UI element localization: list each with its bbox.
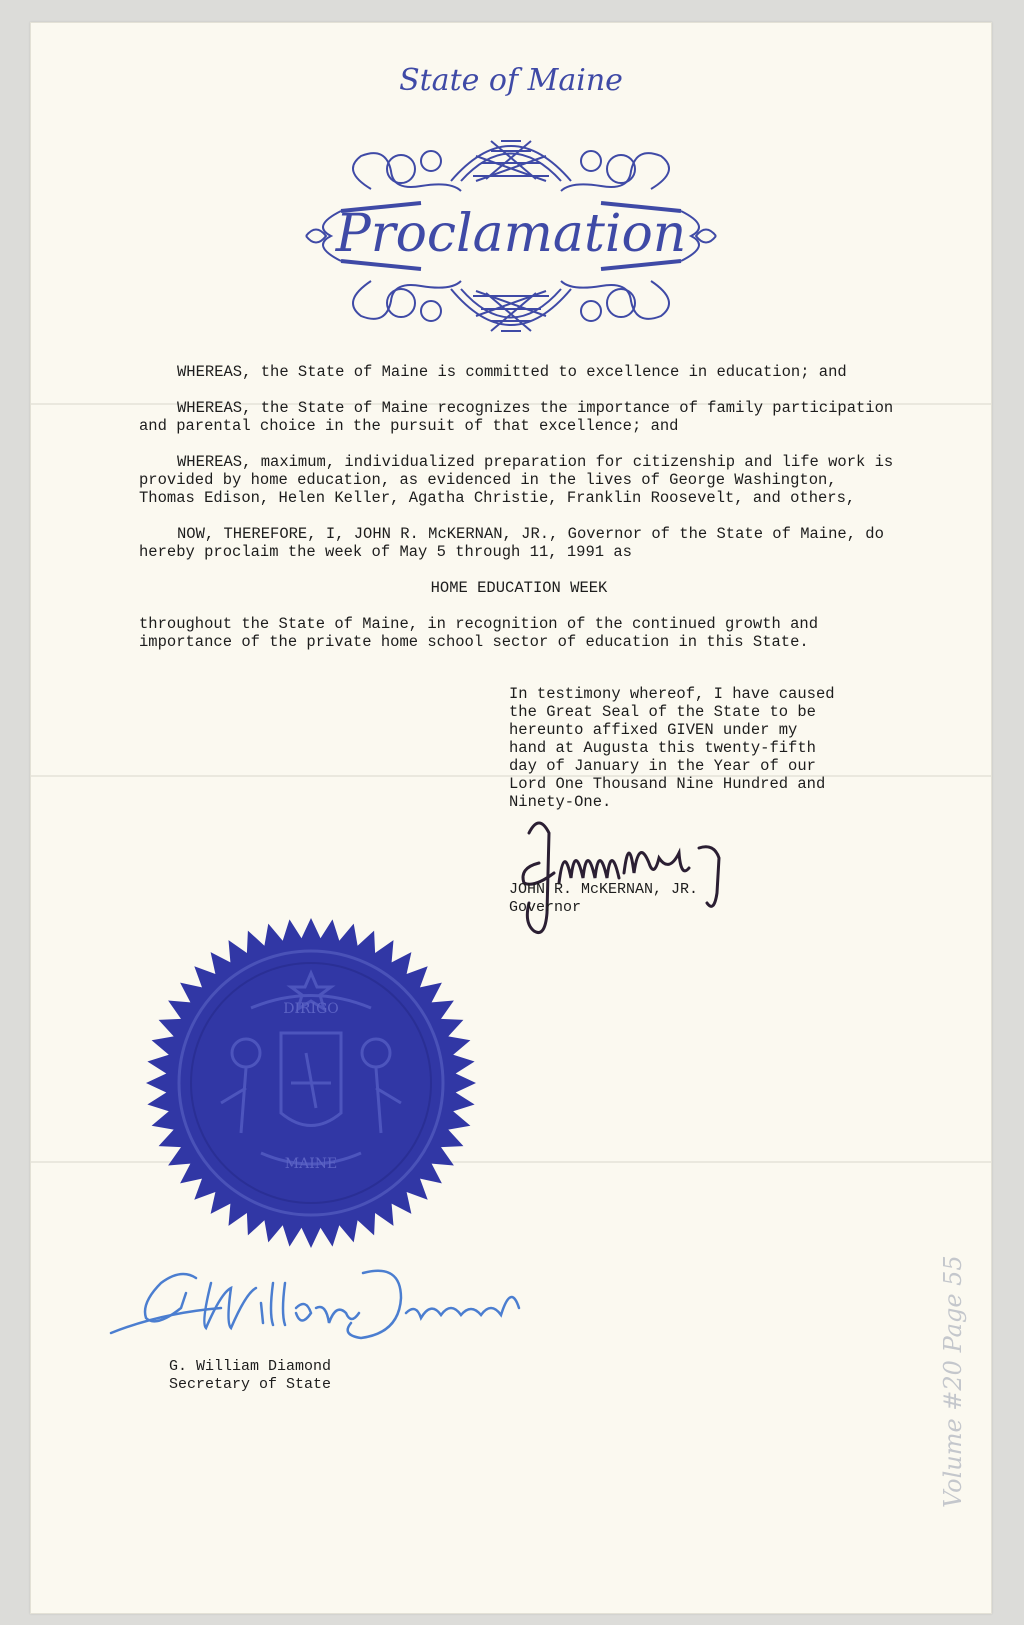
secretary-name: G. William Diamond	[169, 1358, 332, 1375]
whereas-paragraph-2: WHEREAS, the State of Maine recognizes the importance of family participation and parental choice in the pursuit of that excellence; and	[139, 399, 903, 435]
secretary-title: Secretary of State	[169, 1376, 332, 1393]
secretary-block	[169, 1358, 331, 1394]
proclamation-body	[139, 363, 903, 669]
governor-block	[509, 881, 698, 917]
testimony-line: the Great Seal of the State to be	[509, 703, 816, 721]
governor-title: Governor	[509, 899, 582, 916]
therefore-paragraph: NOW, THEREFORE, I, JOHN R. McKERNAN, JR., Governor of the State of Maine, do hereby proclaim the week of May 5 through 11, 1991 as	[139, 525, 894, 561]
testimony-line: hand at Augusta this twenty-fifth	[509, 739, 816, 757]
seal-base: MAINE	[284, 1156, 338, 1172]
testimony-block	[509, 685, 869, 811]
testimony-line: day of January in the Year of our	[509, 757, 816, 775]
state-heading: State of Maine	[399, 63, 623, 98]
testimony-line: hereunto affixed GIVEN under my	[509, 721, 798, 739]
proclaimed-week: HOME EDUCATION WEEK	[430, 579, 608, 597]
whereas-paragraph-3: WHEREAS, maximum, individualized preparation for citizenship and life work is provided by home education, as evidenced in the lives of George Washington, Thomas Edison, Helen Keller, Agatha Christie, Franklin Roosevelt, and others,	[139, 453, 903, 507]
pencil-annotation	[926, 1223, 986, 1513]
governor-signature	[509, 803, 769, 953]
seal-banner: DIRIGO	[283, 1001, 339, 1017]
proclamation-title: Proclamation	[335, 204, 687, 264]
governor-name: JOHN R. McKERNAN, JR.	[509, 881, 699, 898]
testimony-line: Lord One Thousand Nine Hundred and	[509, 775, 826, 793]
pencil-note: Volume #20 Page 55	[939, 1255, 967, 1508]
secretary-signature	[101, 1253, 581, 1363]
testimony-line: In testimony whereof, I have caused	[509, 685, 835, 703]
testimony-line: Ninety-One.	[509, 793, 612, 811]
great-seal	[141, 913, 481, 1253]
proclamation-ornament	[301, 111, 721, 341]
recognition-paragraph: throughout the State of Maine, in recognition of the continued growth and importance of the private home school sector of education in this State.	[139, 615, 828, 651]
proclamation-document	[30, 22, 992, 1614]
whereas-paragraph-1: WHEREAS, the State of Maine is committed to excellence in education; and	[177, 363, 847, 381]
